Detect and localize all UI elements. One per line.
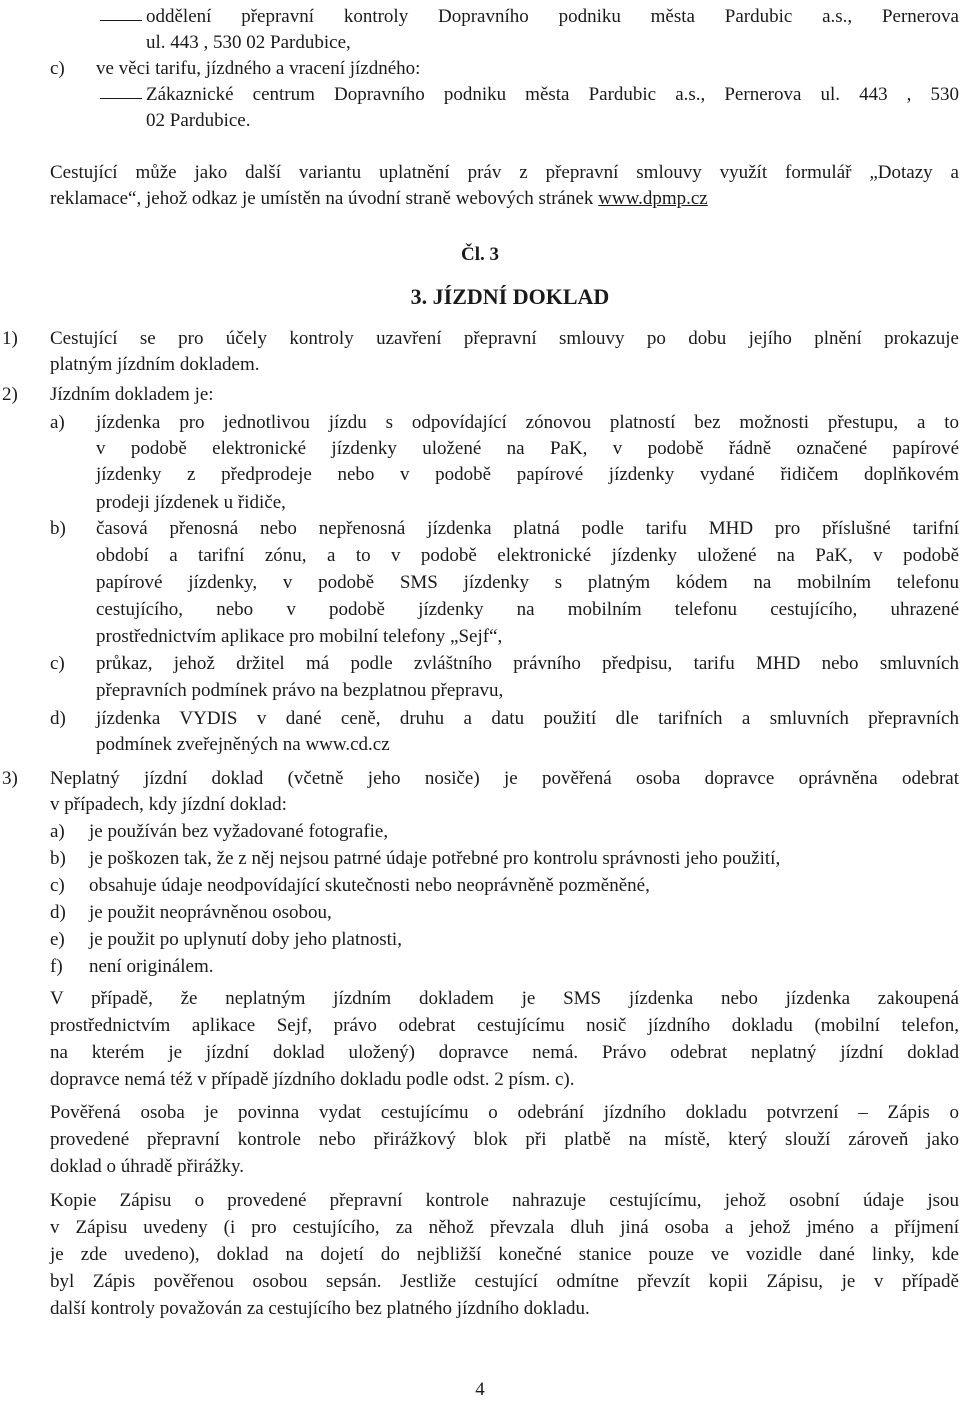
dash-bullet	[100, 98, 142, 99]
text-line: provedené přepravní kontrole nebo přirážkový blok při platbě na místě, který slouží zároveň jako	[50, 1129, 959, 1150]
text-line: Neplatný jízdní doklad (včetně jeho nosiče) je pověřená osoba dopravce oprávněna odebrat	[50, 768, 959, 789]
list-item: je poškozen tak, že z něj nejsou patrné údaje potřebné pro kontrolu správnosti jeho použití,	[89, 848, 781, 869]
text-line: průkaz, jehož držitel má podle zvláštního právního předpisu, tarifu MHD nebo smluvních	[96, 653, 959, 674]
item-label: f)	[50, 956, 63, 977]
text-line: Cestující se pro účely kontroly uzavření přepravní smlouvy po dobu jejího plnění prokazuje	[50, 328, 959, 349]
text-line: dopravce nemá též v případě jízdního dokladu podle odst. 2 písm. c).	[50, 1069, 575, 1090]
text-line: Zákaznické centrum Dopravního podniku města Pardubic a.s., Pernerova ul. 443 , 530	[146, 84, 959, 105]
text-line: 02 Pardubice.	[146, 110, 251, 131]
text-line: v Zápisu uvedeny (i pro cestujícího, za něhož převzala dluh jiná osoba a jehož jméno a příjmení	[50, 1217, 959, 1238]
website-link[interactable]: www.dpmp.cz	[598, 188, 708, 209]
text-line: na kterém je jízdní doklad uložený) dopravce nemá. Právo odebrat neplatný jízdní doklad	[50, 1042, 959, 1063]
text-line: Kopie Zápisu o provedené přepravní kontrole nahrazuje cestujícímu, jehož osobní údaje jsou	[50, 1190, 959, 1211]
list-item: je používán bez vyžadované fotografie,	[89, 821, 389, 842]
text-line: podmínek zveřejněných na www.cd.cz	[96, 734, 390, 755]
item-label: d)	[50, 708, 66, 729]
text-line: platným jízdním dokladem.	[50, 354, 260, 375]
list-item: není originálem.	[89, 956, 214, 977]
text-line: Jízdním dokladem je:	[50, 384, 214, 405]
dash-bullet	[100, 20, 142, 21]
text-line: další kontroly považován za cestujícího bez platného jízdního dokladu.	[50, 1298, 590, 1319]
text-line: cestujícího, nebo v podobě jízdenky na mobilním telefonu cestujícího, uhrazené	[96, 599, 959, 620]
item-label: 2)	[2, 384, 18, 405]
item-label: 3)	[2, 768, 18, 789]
text-line	[50, 186, 708, 212]
item-label: a)	[50, 412, 65, 433]
item-label: b)	[50, 848, 66, 869]
item-label: 1)	[2, 328, 18, 349]
text-line: jízdenka VYDIS v dané ceně, druhu a datu použití dle tarifních a smluvních přepravních	[96, 708, 959, 729]
list-item: je použit po uplynutí doby jeho platnosti,	[89, 929, 402, 950]
text-line: v podobě elektronické jízdenky uložené na PaK, v podobě řádně označené papírové	[96, 438, 959, 459]
text-line: oddělení přepravní kontroly Dopravního podniku města Pardubic a.s., Pernerova	[146, 6, 959, 27]
text-line: byl Zápis pověřenou osobou sepsán. Jestliže cestující odmítne převzít kopii Zápisu, je v případě	[50, 1271, 959, 1292]
text-line: v případech, kdy jízdní doklad:	[50, 794, 287, 815]
section-title: 3. JÍZDNÍ DOKLAD	[410, 284, 610, 309]
item-label: c)	[50, 653, 65, 674]
intro-text: reklamace“, jehož odkaz je umístěn na úvodní straně webových stránek	[50, 188, 599, 209]
text-line: ve věci tarifu, jízdného a vracení jízdného:	[96, 58, 421, 79]
list-item: je použit neoprávněnou osobou,	[89, 902, 332, 923]
text-line: Cestující může jako další variantu uplatnění práv z přepravní smlouvy využít formulář „Dotazy a	[50, 162, 959, 183]
text-line: papírové jízdenky, v podobě SMS jízdenky s platným kódem na mobilním telefonu	[96, 572, 959, 593]
item-label: c)	[50, 58, 65, 79]
text-line: jízdenka pro jednotlivou jízdu s odpovídající zónovou platností bez možnosti přestupu, a to	[96, 412, 959, 433]
text-line: přepravních podmínek právo na bezplatnou přepravu,	[96, 680, 504, 701]
text-line: ul. 443 , 530 02 Pardubice,	[146, 32, 351, 53]
text-line: období a tarifní zónu, a to v podobě elektronické jízdenky uložené na PaK, v podobě	[96, 545, 959, 566]
page-number: 4	[475, 1379, 485, 1400]
text-line: V případě, že neplatným jízdním dokladem je SMS jízdenka nebo jízdenka zakoupená	[50, 988, 959, 1009]
text-line: doklad o úhradě přirážky.	[50, 1156, 244, 1177]
item-label: d)	[50, 902, 66, 923]
text-line: prostřednictvím aplikace Sejf, právo odebrat cestujícímu nosič jízdního dokladu (mobilní telefon,	[50, 1015, 959, 1036]
text-line: je zde uvedeno), doklad na dojetí do nejbližší konečné stanice pouze ve vozidle dané linky, kde	[50, 1244, 959, 1265]
text-line: Pověřená osoba je povinna vydat cestujícímu o odebrání jízdního dokladu potvrzení – Zápis o	[50, 1102, 959, 1123]
text-line: časová přenosná nebo nepřenosná jízdenka platná podle tarifu MHD pro příslušné tarifní	[96, 518, 959, 539]
item-label: b)	[50, 518, 66, 539]
text-line: jízdenky z předprodeje nebo v podobě papírové jízdenky vydané řidičem doplňkovém	[96, 464, 959, 485]
item-label: e)	[50, 929, 65, 950]
text-line: prodeji jízdenek u řidiče,	[96, 492, 286, 513]
item-label: a)	[50, 821, 65, 842]
text-line: prostřednictvím aplikace pro mobilní telefony „Sejf“,	[96, 626, 503, 647]
list-item: obsahuje údaje neodpovídající skutečnosti nebo neoprávněně pozměněné,	[89, 875, 650, 896]
item-label: c)	[50, 875, 65, 896]
article-number: Čl. 3	[461, 244, 499, 265]
